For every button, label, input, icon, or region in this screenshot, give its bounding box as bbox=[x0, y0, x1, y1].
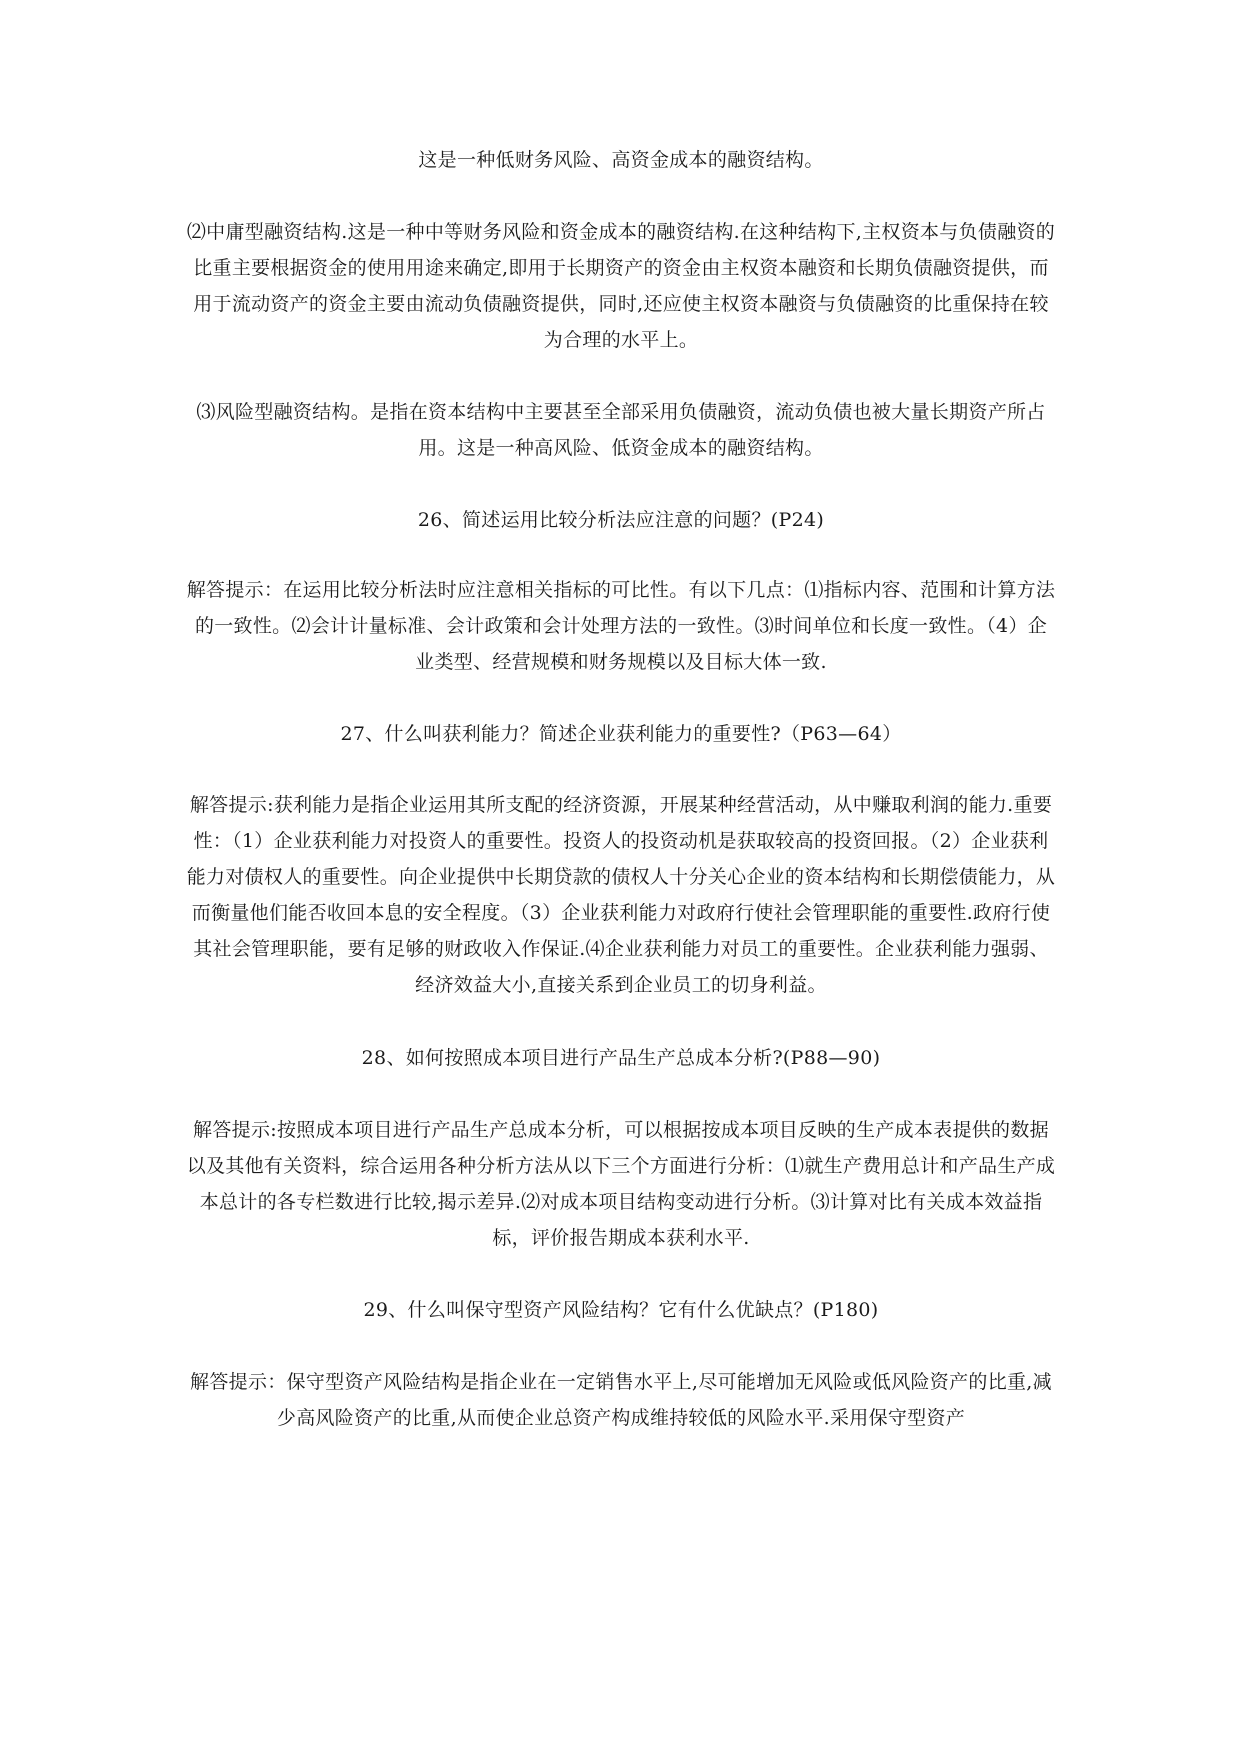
question-29: 29、什么叫保守型资产风险结构？它有什么优缺点？(P180) bbox=[363, 1299, 879, 1321]
answer-28: 解答提示:按照成本项目进行产品生产总成本分析，可以根据按成本项目反映的生产成本表提供的数据以及其他有关资料，综合运用各种分析方法从以下三个方面进行分析：⑴就生产费用总计和产品生产成本总计的各专栏数进行比较,揭示差异.⑵对成本项目结构变动进行分析。⑶计算对比有关成本效益指标，评价报告期成本获利水平. bbox=[186, 1119, 1056, 1249]
paragraph-risk-structure: ⑶风险型融资结构。是指在资本结构中主要甚至全部采用负债融资，流动负债也被大量长期资产所占用。这是一种高风险、低资金成本的融资结构。 bbox=[196, 401, 1046, 459]
paragraph-intro: 这是一种低财务风险、高资金成本的融资结构。 bbox=[418, 149, 824, 171]
paragraph-moderate-structure: ⑵中庸型融资结构.这是一种中等财务风险和资金成本的融资结构.在这种结构下,主权资本与负债融资的比重主要根据资金的使用用途来确定,即用于长期资产的资金由主权资本融资和长期负债融资提供，而用于流动资产的资金主要由流动负债融资提供，同时,还应使主权资本融资与负债融资的比重保持在较为合理的水平上。 bbox=[186, 221, 1056, 351]
question-28: 28、如何按照成本项目进行产品生产总成本分析?(P88—90) bbox=[361, 1047, 881, 1069]
answer-26: 解答提示：在运用比较分析法时应注意相关指标的可比性。有以下几点：⑴指标内容、范围和计算方法的一致性。⑵会计计量标准、会计政策和会计处理方法的一致性。⑶时间单位和长度一致性。（4）企业类型、经营规模和财务规模以及目标大体一致. bbox=[186, 579, 1056, 673]
answer-27: 解答提示:获利能力是指企业运用其所支配的经济资源，开展某种经营活动，从中赚取利润的能力.重要性：（1）企业获利能力对投资人的重要性。投资人的投资动机是获取较高的投资回报。（2）企业获利能力对债权人的重要性。向企业提供中长期贷款的债权人十分关心企业的资本结构和长期偿债能力，从而衡量他们能否收回本息的安全程度。（3）企业获利能力对政府行使社会管理职能的重要性.政府行使其社会管理职能，要有足够的财政收入作保证.⑷企业获利能力对员工的重要性。企业获利能力强弱、经济效益大小,直接关系到企业员工的切身利益。 bbox=[186, 794, 1056, 996]
question-26: 26、简述运用比较分析法应注意的问题？(P24) bbox=[417, 509, 825, 531]
question-27: 27、什么叫获利能力？简述企业获利能力的重要性?（P63—64） bbox=[340, 723, 902, 745]
answer-29: 解答提示：保守型资产风险结构是指企业在一定销售水平上,尽可能增加无风险或低风险资产的比重,减少高风险资产的比重,从而使企业总资产构成维持较低的风险水平.采用保守型资产 bbox=[190, 1371, 1052, 1429]
